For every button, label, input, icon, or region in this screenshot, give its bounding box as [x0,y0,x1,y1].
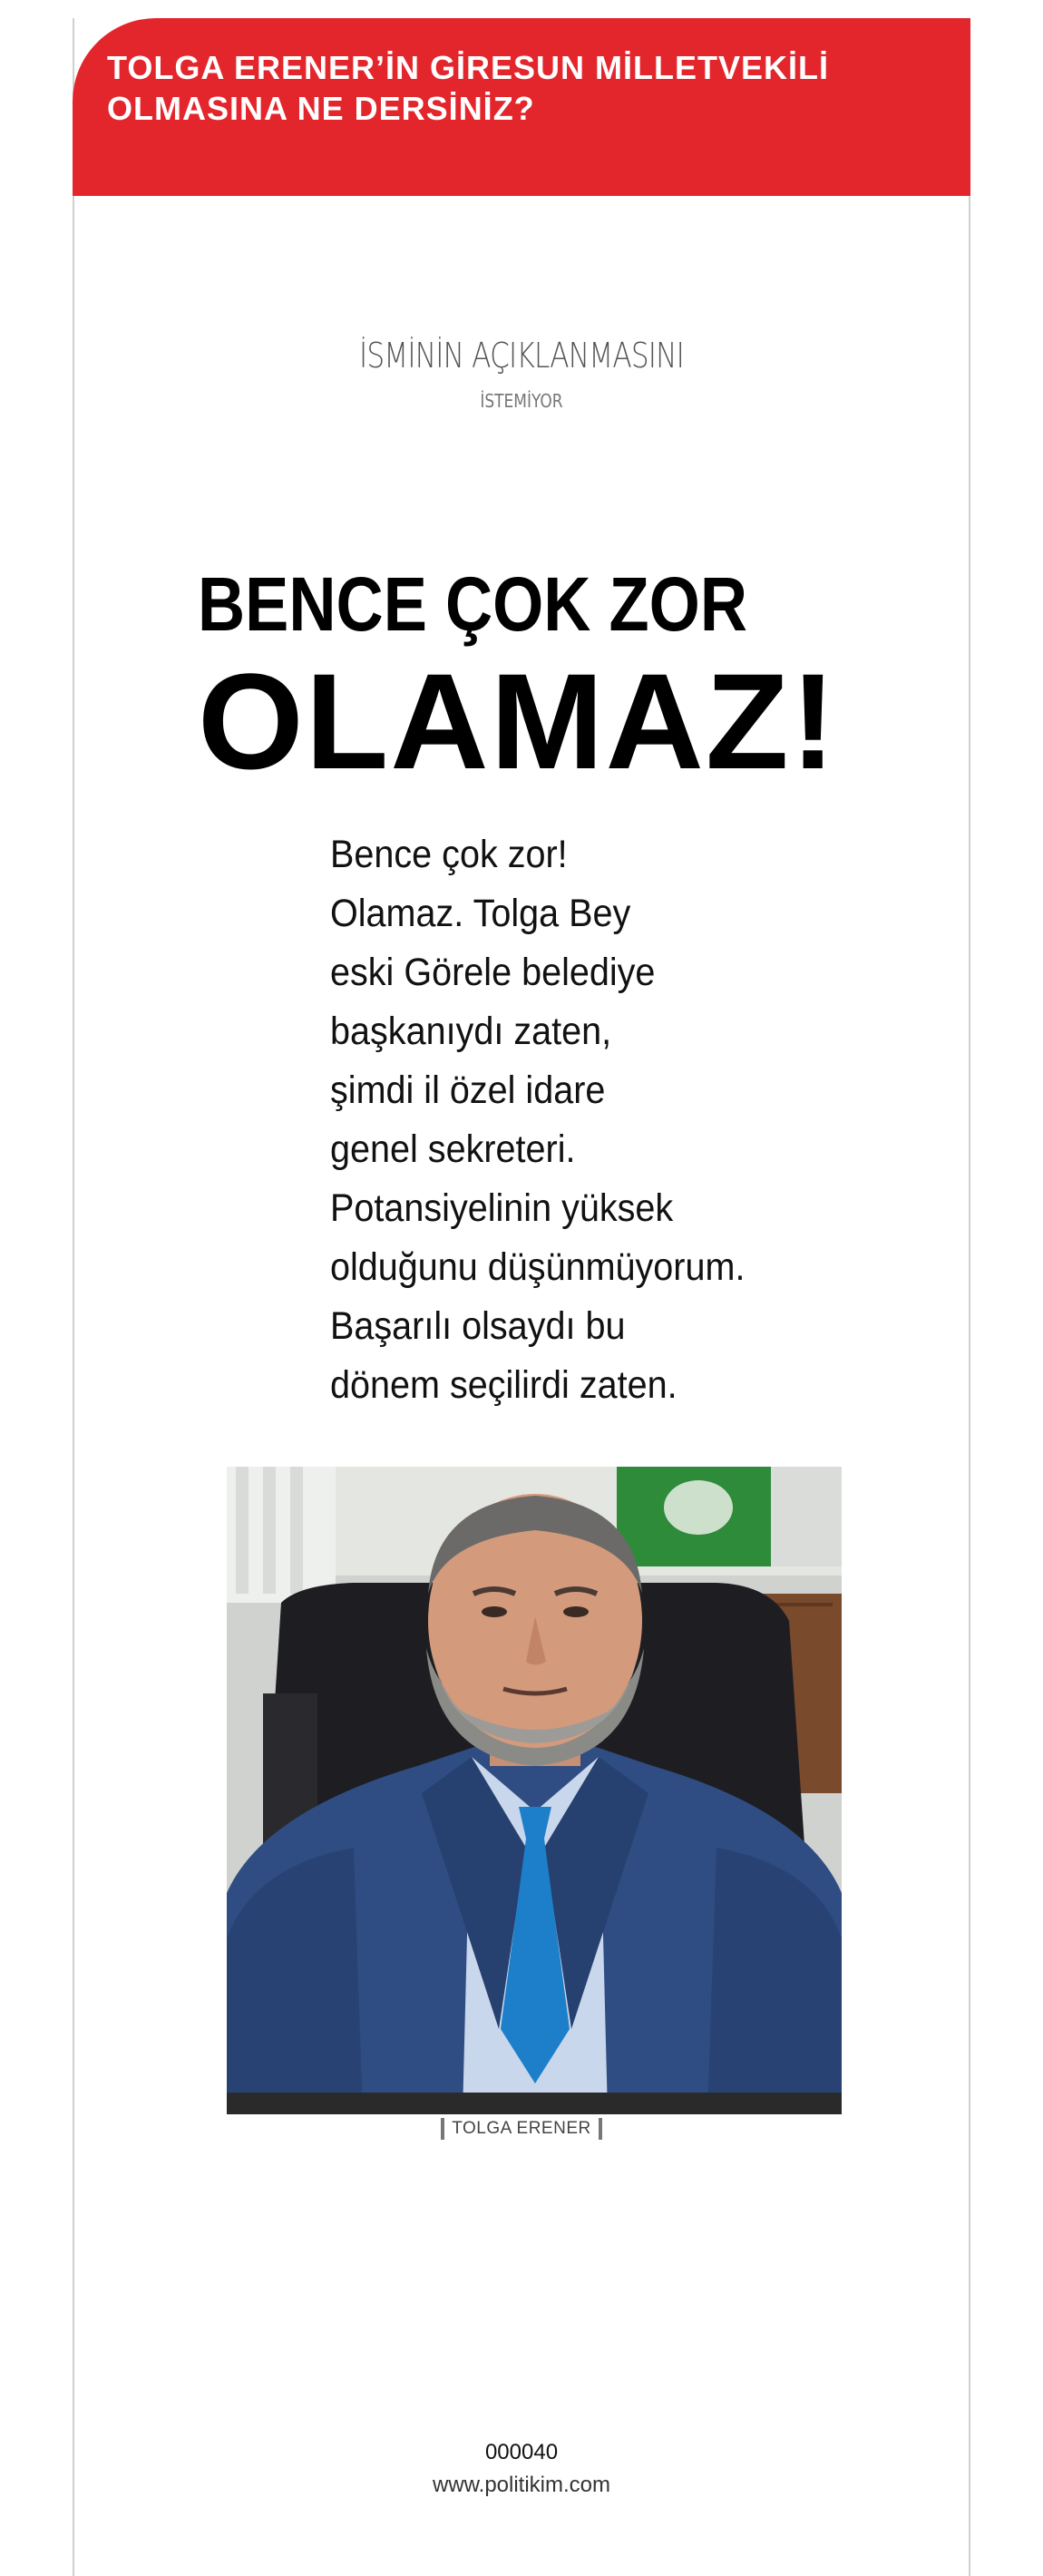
quote-text [330,825,797,1415]
quote-line: Potansiyelinin yüksek [330,1186,674,1230]
portrait-photo [227,1467,842,2114]
quote-line: genel sekreteri. [330,1127,576,1171]
header-title-line-2: OLMASINA NE DERSİNİZ? [107,90,535,127]
headline-line-2: OLAMAZ! [198,645,838,797]
source-name: İSMİNİN AÇIKLANMASINI [358,336,685,376]
header-title-line-1: TOLGA ERENER’İN GİRESUN MİLLETVEKİLİ [107,49,830,86]
quote-line: Başarılı olsaydı bu [330,1304,626,1348]
header-title [107,47,851,129]
photo-caption [0,2118,1043,2140]
caption-bar-right [599,2118,602,2140]
quote-line: başkanıydı zaten, [330,1010,612,1053]
page-number: 000040 [484,2440,559,2464]
quote-line: eski Görele belediye [330,951,656,994]
caption-text: TOLGA ERENER [452,2119,591,2138]
caption-bar-left [441,2118,444,2140]
quote-line: Bence çok zor! [330,833,568,876]
quote-line: şimdi il özel idare [330,1068,606,1112]
quote-line: dönem seçilirdi zaten. [330,1363,677,1407]
website-link[interactable]: www.politikim.com [432,2473,611,2497]
portrait-illustration [227,1467,842,2114]
source-note: İSTEMİYOR [480,390,563,412]
headline-line-1: BENCE ÇOK ZOR [198,561,748,647]
quote-line: Olamaz. Tolga Bey [330,892,631,935]
quote-line: olduğunu düşünmüyorum. [330,1245,746,1289]
